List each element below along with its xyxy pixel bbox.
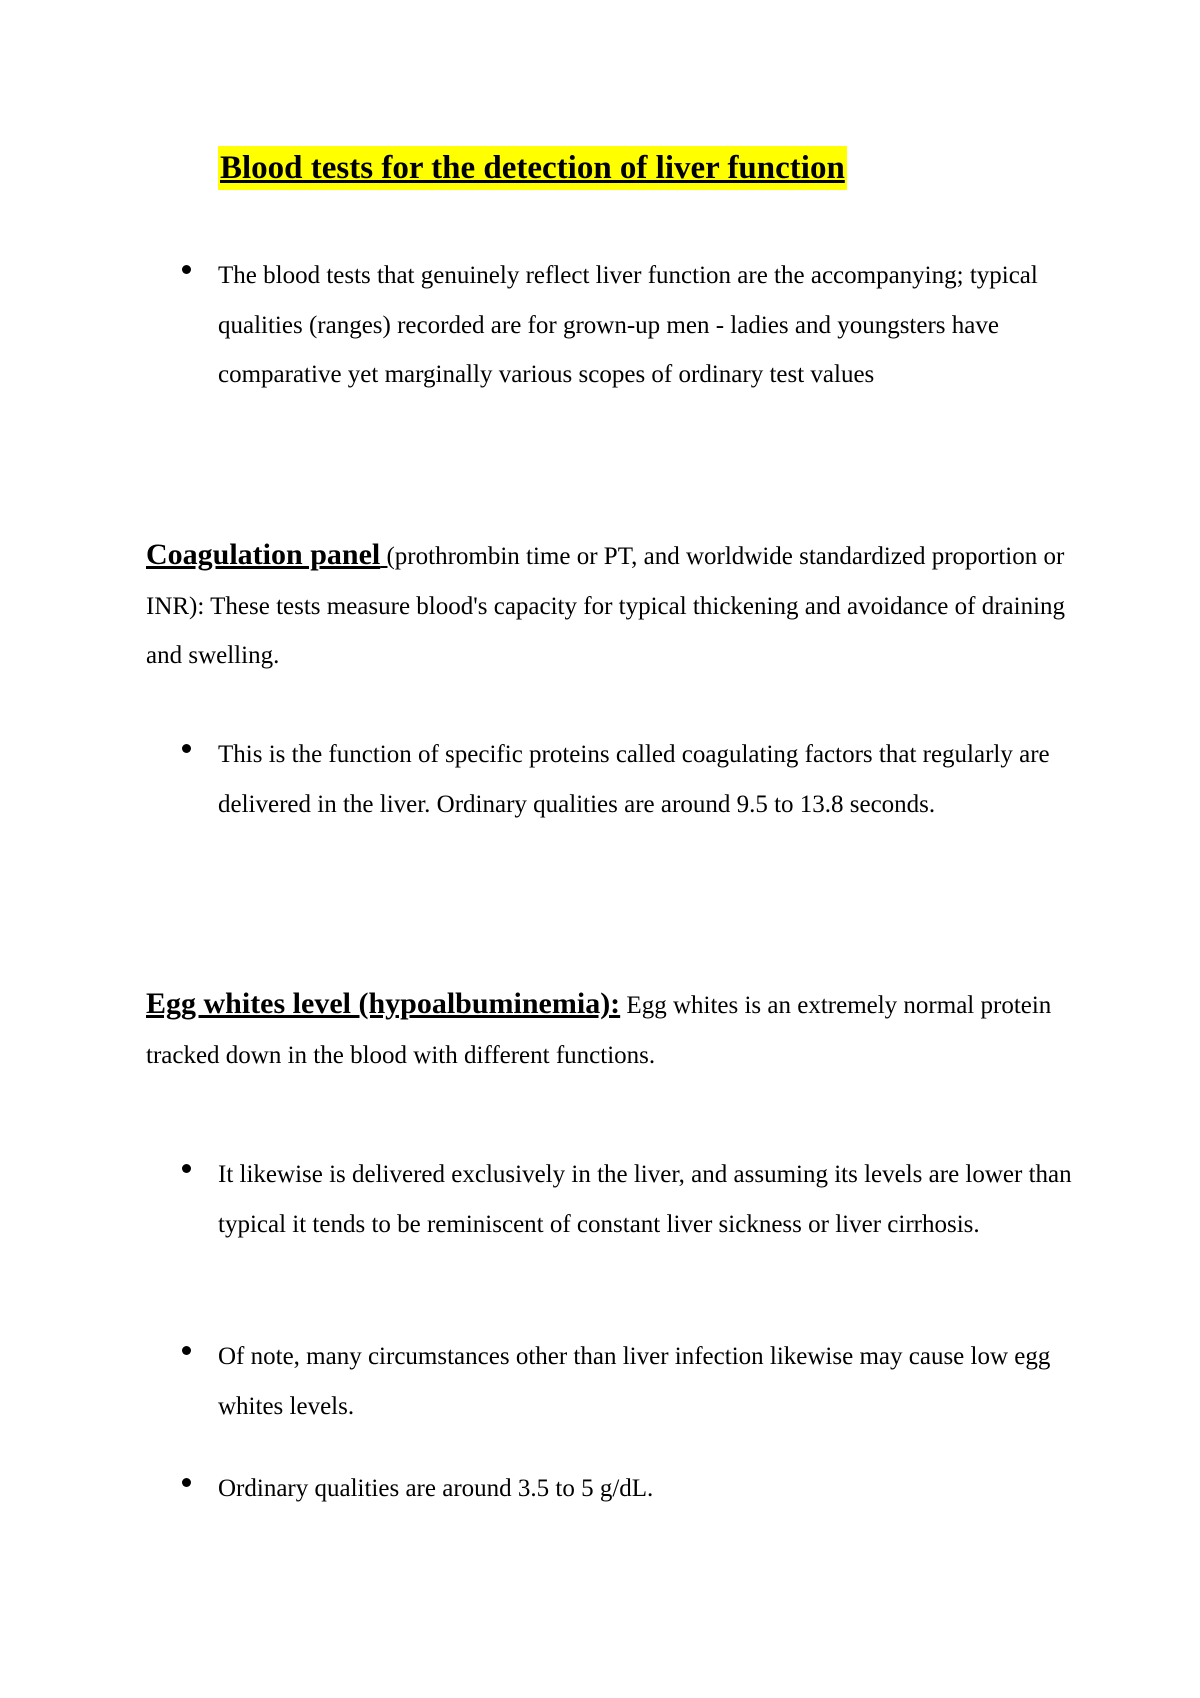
- egg-whites-bullet-item: [218, 1150, 1088, 1249]
- bullet-icon: [182, 744, 191, 753]
- egg-whites-heading: Egg whites level (hypoalbuminemia):: [146, 987, 621, 1020]
- coagulation-paren: (: [380, 543, 395, 570]
- bullet-icon: [182, 1478, 191, 1487]
- egg-whites-bullet-text: It likewise is delivered exclusively in the liver, and assuming its levels are lower than typical it tends to be reminiscent of constant liver sickness or liver cirrhosis.: [218, 1161, 1072, 1238]
- coagulation-text: prothrombin time or PT, and worldwide standardized proportion or INR): These tests measure blood's capacity for typical thickening and avoidance of draining and swelling.: [146, 543, 1066, 669]
- bullet-icon: [182, 1346, 191, 1355]
- bullet-icon: [182, 265, 191, 274]
- coagulation-paragraph: [146, 530, 1086, 681]
- document-title: Blood tests for the detection of liver function: [218, 146, 847, 190]
- intro-bullet-item: [218, 251, 1088, 400]
- egg-whites-bullet-text: Ordinary qualities are around 3.5 to 5 g/dL.: [218, 1475, 654, 1502]
- bullet-icon: [182, 1164, 191, 1173]
- egg-whites-bullet-item: [218, 1332, 1088, 1431]
- coagulation-heading: Coagulation panel: [146, 538, 381, 571]
- intro-bullet-text: The blood tests that genuinely reflect liver function are the accompanying; typical qualities (ranges) recorded are for grown-up men - ladies and youngsters have comparative yet marginally various scopes of ordinary test values: [218, 262, 1038, 388]
- egg-whites-text: Egg whites is an extremely normal protein tracked down in the blood with different functions.: [146, 992, 1052, 1069]
- coagulation-bullet-item: [218, 730, 1088, 829]
- egg-whites-paragraph: [146, 979, 1086, 1080]
- egg-whites-bullet-text: Of note, many circumstances other than liver infection likewise may cause low egg whites levels.: [218, 1343, 1051, 1420]
- egg-whites-bullet-item: [218, 1464, 1088, 1514]
- coagulation-bullet-text: This is the function of specific proteins called coagulating factors that regularly are delivered in the liver. Ordinary qualities are around 9.5 to 13.8 seconds.: [218, 741, 1050, 818]
